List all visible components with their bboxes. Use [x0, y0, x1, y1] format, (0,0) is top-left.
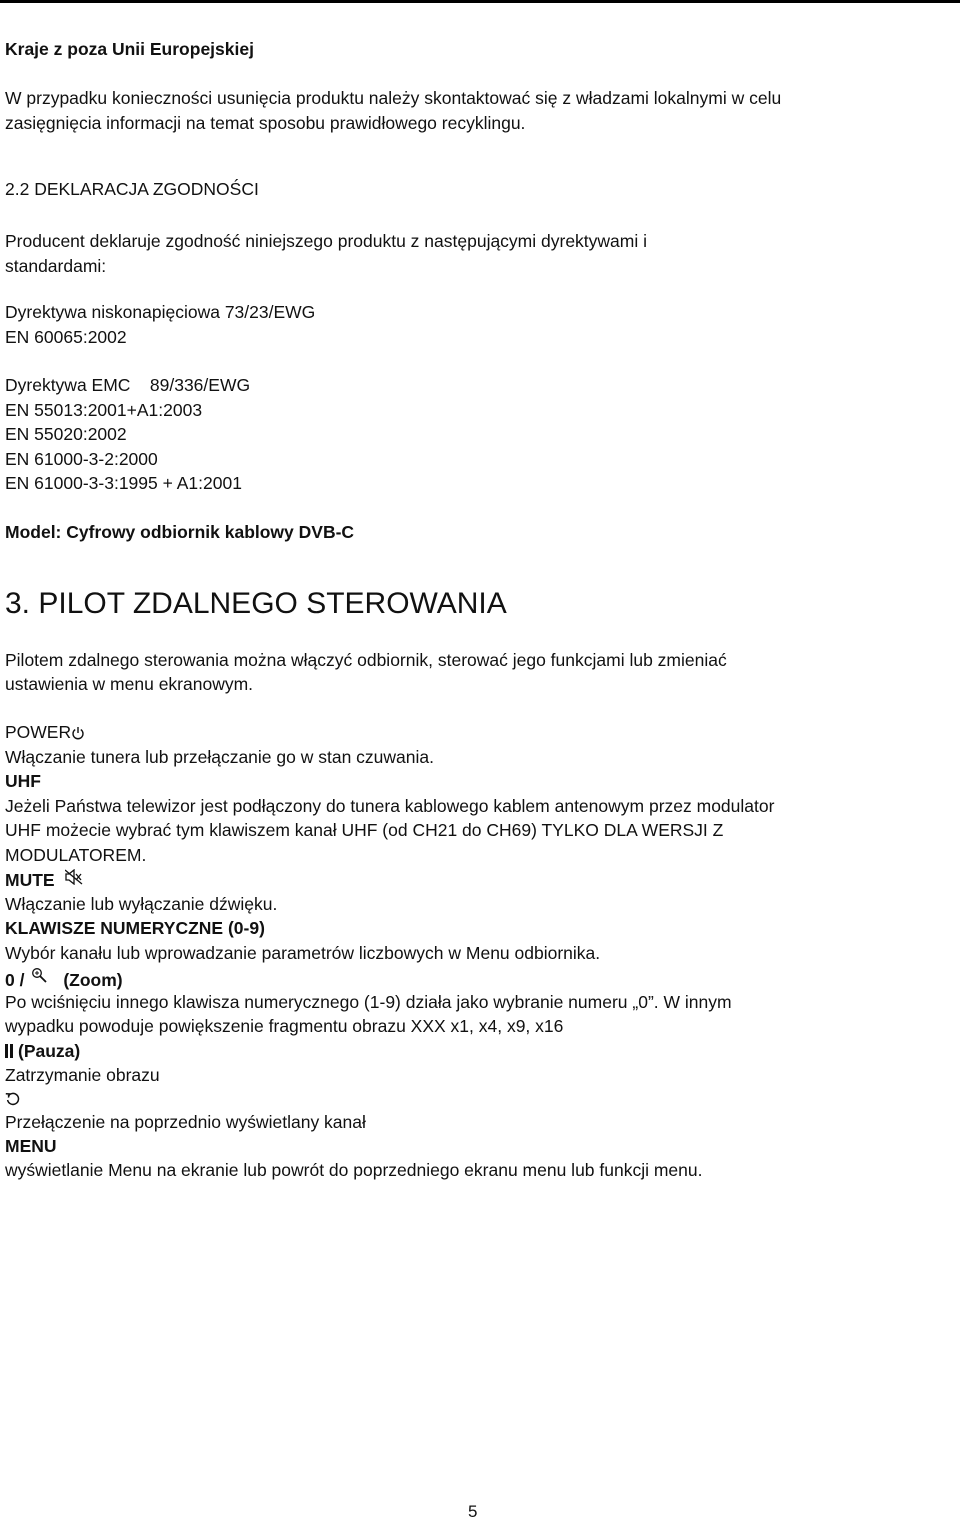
- remote-intro-line2: ustawienia w menu ekranowym.: [5, 674, 254, 694]
- mute-desc: Włączanie lub wyłączanie dźwięku.: [5, 894, 278, 914]
- zoom-magnifier-icon: [31, 965, 47, 989]
- zoom-desc-line2: wypadku powoduje powiększenie fragmentu obrazu XXX x1, x4, x9, x16: [5, 1016, 564, 1036]
- remote-intro-line1: Pilotem zdalnego sterowania można włączyć odbiornik, sterować jego funkcjami lub zmieniać: [5, 650, 727, 670]
- uhf-desc-line2: UHF możecie wybrać tym klawiszem kanał UHF (od CH21 do CH69) TYLKO DLA WERSJI Z: [5, 820, 724, 840]
- zoom-prefix: 0 /: [5, 970, 25, 990]
- model-line: Model: Cyfrowy odbiornik kablowy DVB-C: [5, 522, 355, 542]
- zoom-label: (Zoom): [63, 970, 123, 990]
- pause-desc: Zatrzymanie obrazu: [5, 1065, 160, 1085]
- numeric-desc: Wybór kanału lub wprowadzanie parametrów liczbowych w Menu odbiornika.: [5, 943, 601, 963]
- emc-standard-2: EN 55020:2002: [5, 424, 127, 444]
- pause-label: (Pauza): [18, 1041, 81, 1061]
- emc-directive: Dyrektywa EMC 89/336/EWG: [5, 375, 251, 395]
- top-rule: [0, 0, 960, 3]
- mute-label: MUTE: [5, 870, 55, 890]
- recall-desc: Przełączenie na poprzednio wyświetlany kanał: [5, 1112, 366, 1132]
- menu-label: MENU: [5, 1136, 57, 1156]
- pause-label-line: [5, 1039, 80, 1063]
- declaration-intro-line2: standardami:: [5, 256, 107, 276]
- emc-standard-3: EN 61000-3-2:2000: [5, 449, 158, 469]
- eu-section-body-line2: zasięgnięcia informacji na temat sposobu prawidłowego recyklingu.: [5, 113, 526, 133]
- mute-label-line: [5, 867, 83, 892]
- power-desc: Włączanie tunera lub przełączanie go w stan czuwania.: [5, 747, 434, 767]
- mute-icon: [65, 867, 83, 891]
- uhf-desc-line3: MODULATOREM.: [5, 845, 147, 865]
- lv-directive: Dyrektywa niskonapięciowa 73/23/EWG: [5, 302, 316, 322]
- zoom-desc-line1: Po wciśnięciu innego klawisza numerycznego (1-9) działa jako wybranie numeru „0”. W innym: [5, 992, 732, 1012]
- declaration-intro-line1: Producent deklaruje zgodność niniejszego produktu z następującymi dyrektywami i: [5, 231, 648, 251]
- uhf-label: UHF: [5, 771, 41, 791]
- power-icon: [71, 722, 85, 746]
- emc-standard-1: EN 55013:2001+A1:2003: [5, 400, 203, 420]
- lv-standard: EN 60065:2002: [5, 327, 127, 347]
- declaration-heading: 2.2 DEKLARACJA ZGODNOŚCI: [5, 179, 259, 199]
- eu-section-heading: Kraje z poza Unii Europejskiej: [5, 39, 254, 59]
- numeric-label: KLAWISZE NUMERYCZNE (0-9): [5, 918, 265, 938]
- pause-icon: [5, 1041, 18, 1061]
- remote-heading: 3. PILOT ZDALNEGO STEROWANIA: [5, 587, 507, 620]
- menu-desc: wyświetlanie Menu na ekranie lub powrót do poprzedniego ekranu menu lub funkcji menu.: [5, 1160, 703, 1180]
- zoom-label-line: [5, 965, 123, 992]
- eu-section-body-line1: W przypadku konieczności usunięcia produktu należy skontaktować się z władzami lokalnymi w celu: [5, 88, 782, 108]
- emc-standard-4: EN 61000-3-3:1995 + A1:2001: [5, 473, 242, 493]
- uhf-desc-line1: Jeżeli Państwa telewizor jest podłączony do tunera kablowego kablem antenowym przez modulator: [5, 796, 775, 816]
- page-number: 5: [468, 1502, 478, 1521]
- power-label: POWER: [5, 722, 72, 742]
- power-label-line: [5, 720, 85, 746]
